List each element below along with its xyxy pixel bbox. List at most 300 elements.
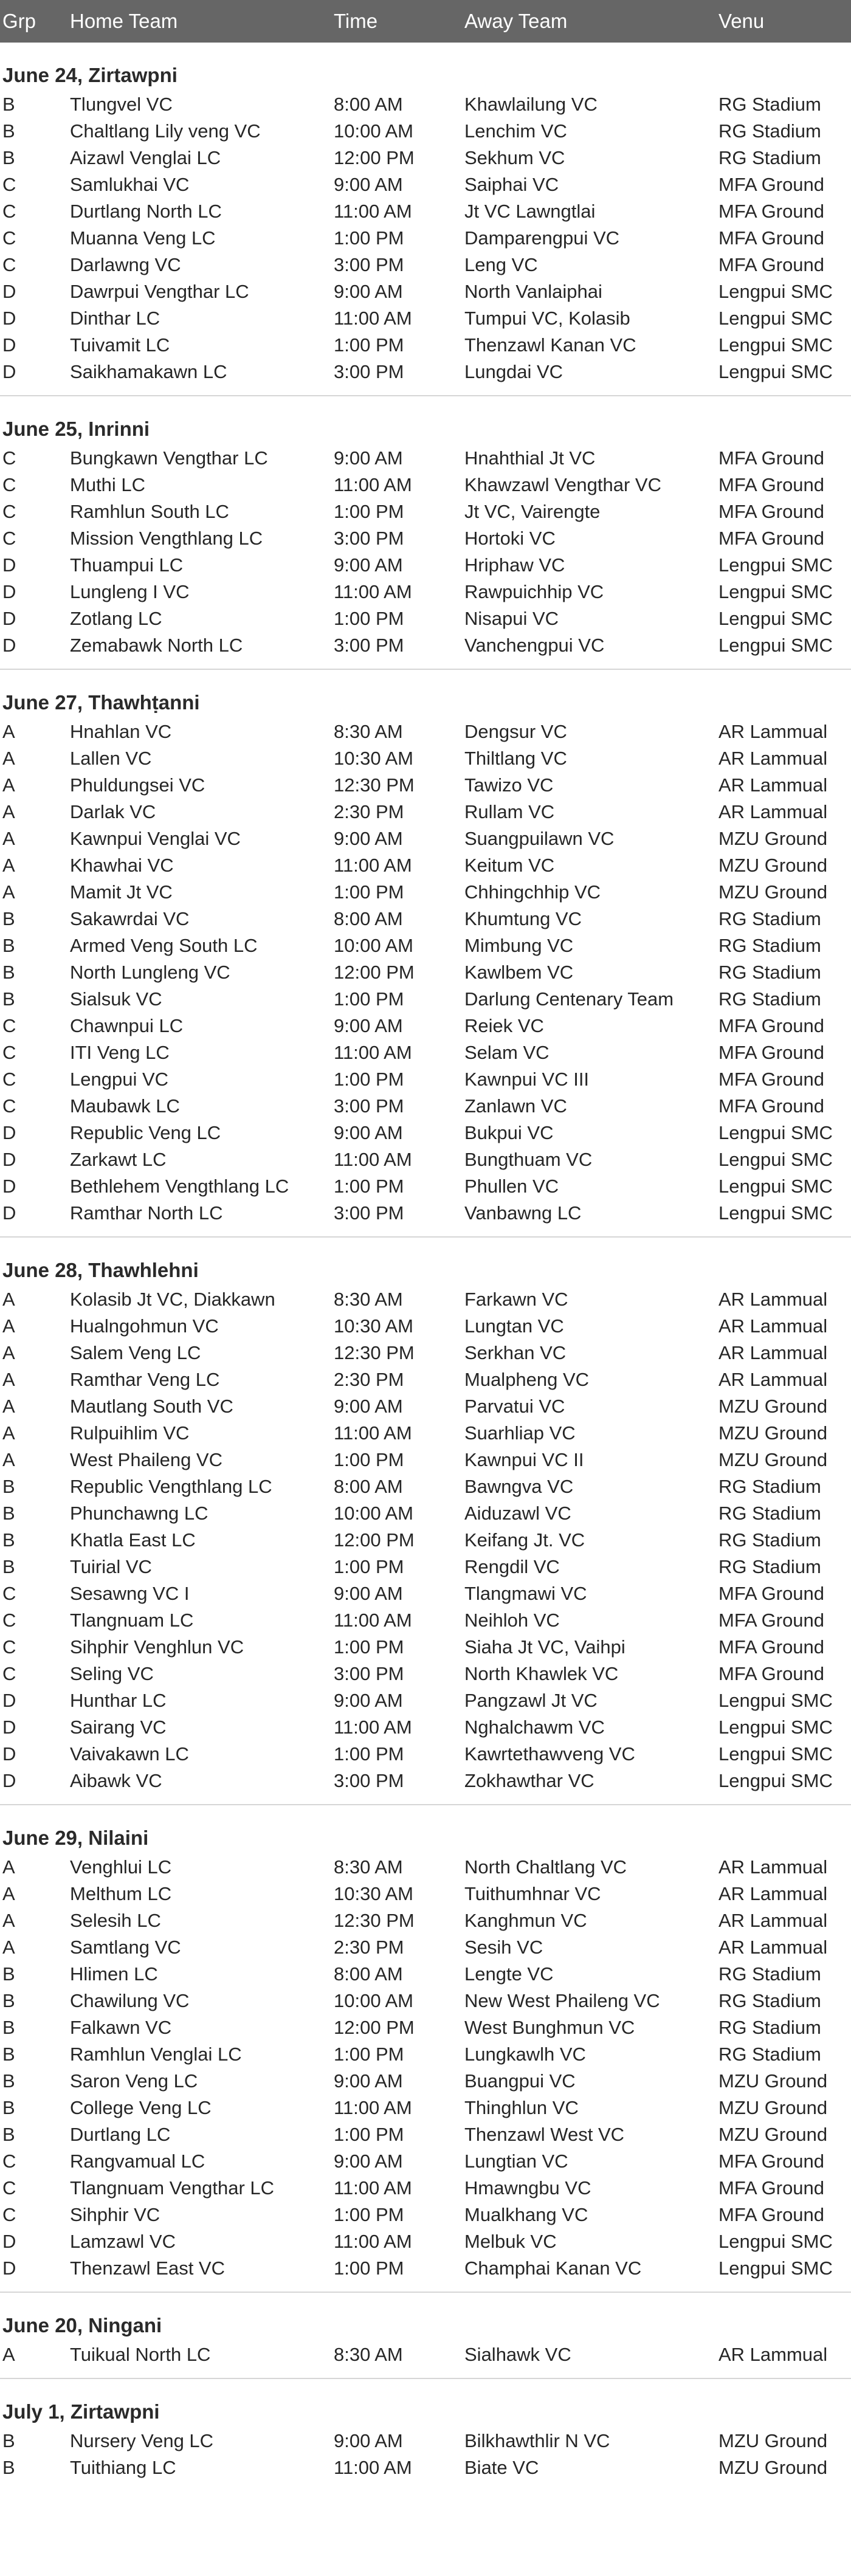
row-time: 11:00 AM	[334, 1042, 412, 1063]
row-venue: Lengpui SMC	[718, 581, 833, 602]
row-time: 9:00 AM	[334, 1122, 403, 1143]
row-home-team: Tlungvel VC	[70, 94, 173, 115]
row-home-team: Ramhlun South LC	[70, 501, 229, 522]
row-home-team: Zemabawk North LC	[70, 635, 243, 656]
row-venue: Lengpui SMC	[718, 2231, 833, 2252]
row-time: 1:00 PM	[334, 881, 404, 903]
table-row	[0, 171, 851, 198]
row-grp: C	[2, 1636, 16, 1658]
table-row	[0, 959, 851, 986]
row-venue: MFA Ground	[718, 201, 825, 222]
row-time: 12:00 PM	[334, 147, 415, 168]
row-home-team: Saikhamakawn LC	[70, 361, 227, 382]
table-row	[0, 1420, 851, 1447]
row-away-team: Biate VC	[464, 2457, 539, 2478]
table-row	[0, 632, 851, 659]
table-row	[0, 1500, 851, 1527]
table-row	[0, 2202, 851, 2228]
row-time: 11:00 AM	[334, 855, 412, 876]
section-date-heading: June 25, Inrinni	[2, 418, 150, 440]
row-time: 3:00 PM	[334, 635, 404, 656]
row-home-team: ITI Veng LC	[70, 1042, 170, 1063]
row-venue: RG Stadium	[718, 1476, 821, 1497]
row-time: 3:00 PM	[334, 1770, 404, 1791]
row-away-team: Hriphaw VC	[464, 554, 565, 576]
row-venue: AR Lammual	[718, 801, 828, 822]
row-grp: B	[2, 1476, 15, 1497]
table-row	[0, 252, 851, 278]
row-time: 11:00 AM	[334, 201, 412, 222]
row-venue: MZU Ground	[718, 828, 828, 849]
row-grp: D	[2, 554, 16, 576]
row-grp: D	[2, 1176, 16, 1197]
section-date-heading: June 20, Ningani	[2, 2314, 162, 2337]
row-home-team: Saron Veng LC	[70, 2070, 198, 2092]
row-away-team: Saiphai VC	[464, 174, 559, 195]
table-row	[0, 1527, 851, 1554]
header-grp: Grp	[2, 10, 36, 32]
row-venue: AR Lammual	[718, 2344, 828, 2365]
row-venue: MZU Ground	[718, 2070, 828, 2092]
row-away-team: North Vanlaiphai	[464, 281, 602, 302]
row-grp: A	[2, 1883, 15, 1904]
row-grp: D	[2, 581, 16, 602]
row-away-team: Nghalchawm VC	[464, 1717, 605, 1738]
row-home-team: College Veng LC	[70, 2097, 212, 2118]
row-home-team: Mautlang South VC	[70, 1396, 233, 1417]
row-venue: Lengpui SMC	[718, 1770, 833, 1791]
row-grp: C	[2, 447, 16, 469]
row-grp: C	[2, 474, 16, 495]
row-time: 1:00 PM	[334, 1176, 404, 1197]
table-row	[0, 332, 851, 359]
row-venue: AR Lammual	[718, 1937, 828, 1958]
table-row	[0, 1881, 851, 1907]
row-grp: A	[2, 1342, 15, 1363]
section-divider	[0, 2378, 851, 2379]
row-grp: D	[2, 2257, 16, 2279]
row-away-team: Tawizo VC	[464, 774, 554, 796]
row-away-team: Phullen VC	[464, 1176, 559, 1197]
row-home-team: Salem Veng LC	[70, 1342, 201, 1363]
table-header	[0, 0, 851, 43]
row-time: 3:00 PM	[334, 1202, 404, 1224]
row-grp: B	[2, 2097, 15, 2118]
row-venue: MZU Ground	[718, 2124, 828, 2145]
row-away-team: Khawzawl Vengthar VC	[464, 474, 661, 495]
row-time: 3:00 PM	[334, 1095, 404, 1117]
row-grp: C	[2, 1042, 16, 1063]
row-away-team: Keifang Jt. VC	[464, 1529, 585, 1551]
row-away-team: Mualkhang VC	[464, 2204, 588, 2225]
table-row	[0, 2428, 851, 2454]
row-home-team: Ramthar Veng LC	[70, 1369, 220, 1390]
row-time: 1:00 PM	[334, 501, 404, 522]
row-time: 1:00 PM	[334, 1743, 404, 1765]
row-away-team: Rawpuichhip VC	[464, 581, 604, 602]
row-venue: RG Stadium	[718, 1503, 821, 1524]
row-home-team: Chaltlang Lily veng VC	[70, 120, 261, 142]
row-grp: A	[2, 1856, 15, 1878]
row-grp: A	[2, 721, 15, 742]
row-away-team: Jt VC, Vairengte	[464, 501, 601, 522]
row-time: 10:00 AM	[334, 935, 413, 956]
row-grp: C	[2, 1610, 16, 1631]
row-grp: A	[2, 881, 15, 903]
row-venue: MZU Ground	[718, 2457, 828, 2478]
row-venue: RG Stadium	[718, 988, 821, 1010]
row-grp: D	[2, 2231, 16, 2252]
row-home-team: Selesih LC	[70, 1910, 161, 1931]
row-grp: A	[2, 1396, 15, 1417]
row-away-team: Rengdil VC	[464, 1556, 560, 1577]
row-grp: D	[2, 608, 16, 629]
row-venue: AR Lammual	[718, 748, 828, 769]
section-divider	[0, 1236, 851, 1238]
row-grp: B	[2, 2124, 15, 2145]
row-home-team: Tuikual North LC	[70, 2344, 211, 2365]
table-row	[0, 1854, 851, 1881]
row-grp: A	[2, 828, 15, 849]
row-grp: D	[2, 1149, 16, 1170]
row-home-team: Darlak VC	[70, 801, 156, 822]
row-grp: C	[2, 1015, 16, 1036]
row-time: 9:00 AM	[334, 2070, 403, 2092]
row-away-team: Zokhawthar VC	[464, 1770, 594, 1791]
row-home-team: Lallen VC	[70, 748, 152, 769]
row-away-team: New West Phaileng VC	[464, 1990, 660, 2011]
table-row	[0, 552, 851, 579]
row-venue: MFA Ground	[718, 1069, 825, 1090]
row-grp: C	[2, 227, 16, 249]
row-home-team: Sihphir VC	[70, 2204, 160, 2225]
row-home-team: Tlangnuam Vengthar LC	[70, 2177, 275, 2199]
row-venue: MFA Ground	[718, 1636, 825, 1658]
row-venue: Lengpui SMC	[718, 1176, 833, 1197]
table-row	[0, 118, 851, 145]
row-time: 8:00 AM	[334, 1963, 403, 1985]
row-venue: MFA Ground	[718, 1583, 825, 1604]
table-row	[0, 906, 851, 932]
row-venue: RG Stadium	[718, 94, 821, 115]
row-home-team: Mamit Jt VC	[70, 881, 173, 903]
row-away-team: Sekhum VC	[464, 147, 565, 168]
row-away-team: Neihloh VC	[464, 1610, 560, 1631]
table-row	[0, 225, 851, 252]
table-row	[0, 879, 851, 906]
row-grp: A	[2, 1369, 15, 1390]
table-row	[0, 1340, 851, 1366]
row-venue: MFA Ground	[718, 1610, 825, 1631]
row-grp: C	[2, 1095, 16, 1117]
row-time: 12:00 PM	[334, 962, 415, 983]
row-away-team: Tuithumhnar VC	[464, 1883, 601, 1904]
row-home-team: Tlangnuam LC	[70, 1610, 194, 1631]
row-home-team: Republic Veng LC	[70, 1122, 221, 1143]
row-venue: Lengpui SMC	[718, 308, 833, 329]
row-away-team: Kanghmun VC	[464, 1910, 587, 1931]
row-venue: AR Lammual	[718, 1910, 828, 1931]
row-venue: MFA Ground	[718, 1042, 825, 1063]
row-time: 9:00 AM	[334, 1583, 403, 1604]
row-time: 12:00 PM	[334, 1529, 415, 1551]
row-home-team: Nursery Veng LC	[70, 2430, 214, 2451]
row-away-team: Reiek VC	[464, 1015, 544, 1036]
row-venue: MZU Ground	[718, 855, 828, 876]
table-row	[0, 1120, 851, 1146]
row-home-team: Darlawng VC	[70, 254, 181, 275]
row-away-team: Kawlbem VC	[464, 962, 574, 983]
row-time: 10:00 AM	[334, 1990, 413, 2011]
table-row	[0, 2068, 851, 2095]
row-away-team: Thinghlun VC	[464, 2097, 579, 2118]
row-home-team: Lungleng I VC	[70, 581, 190, 602]
row-home-team: Tuithiang LC	[70, 2457, 176, 2478]
row-away-team: Khawlailung VC	[464, 94, 598, 115]
table-row	[0, 1039, 851, 1066]
row-time: 3:00 PM	[334, 254, 404, 275]
row-venue: RG Stadium	[718, 2044, 821, 2065]
row-time: 11:00 AM	[334, 1610, 412, 1631]
row-time: 11:00 AM	[334, 308, 412, 329]
row-home-team: Kawnpui Venglai VC	[70, 828, 241, 849]
row-home-team: Muanna Veng LC	[70, 227, 216, 249]
row-home-team: Lamzawl VC	[70, 2231, 176, 2252]
header-venue: Venu	[718, 10, 765, 32]
row-home-team: Aibawk VC	[70, 1770, 162, 1791]
row-home-team: Phuldungsei VC	[70, 774, 205, 796]
row-away-team: Bungthuam VC	[464, 1149, 593, 1170]
row-grp: B	[2, 908, 15, 929]
table-row	[0, 2121, 851, 2148]
row-grp: B	[2, 935, 15, 956]
row-time: 11:00 AM	[334, 581, 412, 602]
row-home-team: Seling VC	[70, 1663, 154, 1684]
row-grp: C	[2, 528, 16, 549]
row-home-team: Thuampui LC	[70, 554, 184, 576]
table-row	[0, 1907, 851, 1934]
row-venue: RG Stadium	[718, 1963, 821, 1985]
row-time: 11:00 AM	[334, 1422, 412, 1444]
row-venue: AR Lammual	[718, 1289, 828, 1310]
row-grp: B	[2, 2070, 15, 2092]
row-away-team: Thenzawl West VC	[464, 2124, 625, 2145]
row-venue: Lengpui SMC	[718, 608, 833, 629]
row-home-team: Ramthar North LC	[70, 1202, 223, 1224]
table-row	[0, 525, 851, 552]
row-venue: RG Stadium	[718, 962, 821, 983]
row-time: 1:00 PM	[334, 2044, 404, 2065]
row-venue: MFA Ground	[718, 254, 825, 275]
row-time: 11:00 AM	[334, 2177, 412, 2199]
row-time: 1:00 PM	[334, 608, 404, 629]
table-row	[0, 1687, 851, 1714]
row-time: 8:30 AM	[334, 2344, 403, 2365]
row-venue: AR Lammual	[718, 1342, 828, 1363]
row-home-team: Falkawn VC	[70, 2017, 172, 2038]
row-away-team: Kawnpui VC III	[464, 1069, 590, 1090]
row-grp: D	[2, 334, 16, 356]
row-venue: Lengpui SMC	[718, 1743, 833, 1765]
row-home-team: Sesawng VC I	[70, 1583, 190, 1604]
row-venue: AR Lammual	[718, 1883, 828, 1904]
row-home-team: Sihphir Venghlun VC	[70, 1636, 244, 1658]
row-away-team: Keitum VC	[464, 855, 555, 876]
table-row	[0, 2095, 851, 2121]
row-home-team: Tuirial VC	[70, 1556, 152, 1577]
section-divider	[0, 1804, 851, 1805]
row-grp: D	[2, 1743, 16, 1765]
row-away-team: Darlung Centenary Team	[464, 988, 674, 1010]
row-time: 9:00 AM	[334, 2151, 403, 2172]
row-away-team: Hnahthial Jt VC	[464, 447, 596, 469]
row-time: 2:30 PM	[334, 801, 404, 822]
row-venue: AR Lammual	[718, 721, 828, 742]
row-home-team: Khawhai VC	[70, 855, 174, 876]
table-row	[0, 1473, 851, 1500]
row-home-team: Maubawk LC	[70, 1095, 180, 1117]
row-time: 1:00 PM	[334, 334, 404, 356]
row-away-team: Buangpui VC	[464, 2070, 576, 2092]
table-row	[0, 2341, 851, 2368]
row-time: 1:00 PM	[334, 227, 404, 249]
row-away-team: Tumpui VC, Kolasib	[464, 308, 630, 329]
row-grp: A	[2, 1289, 15, 1310]
table-row	[0, 1447, 851, 1473]
row-away-team: Thiltlang VC	[464, 748, 567, 769]
row-home-team: Venghlui LC	[70, 1856, 172, 1878]
row-away-team: North Chaltlang VC	[464, 1856, 627, 1878]
row-venue: MFA Ground	[718, 174, 825, 195]
row-home-team: Chawnpui LC	[70, 1015, 184, 1036]
table-row	[0, 745, 851, 772]
row-home-team: Dinthar LC	[70, 308, 160, 329]
section-date-heading: July 1, Zirtawpni	[2, 2400, 160, 2423]
row-home-team: Hnahlan VC	[70, 721, 172, 742]
row-time: 9:00 AM	[334, 281, 403, 302]
row-time: 11:00 AM	[334, 1149, 412, 1170]
section-date-heading: June 27, Thawhṭanni	[2, 691, 200, 714]
table-row	[0, 1634, 851, 1661]
row-venue: Lengpui SMC	[718, 1717, 833, 1738]
row-grp: C	[2, 1583, 16, 1604]
row-grp: D	[2, 1690, 16, 1711]
row-away-team: Hortoki VC	[464, 528, 556, 549]
table-row	[0, 1013, 851, 1039]
row-home-team: Hunthar LC	[70, 1690, 167, 1711]
row-away-team: Damparengpui VC	[464, 227, 620, 249]
row-grp: B	[2, 1503, 15, 1524]
row-away-team: Mualpheng VC	[464, 1369, 590, 1390]
table-row	[0, 1286, 851, 1313]
fixture-sections	[0, 60, 851, 2481]
row-grp: D	[2, 281, 16, 302]
row-time: 8:30 AM	[334, 1856, 403, 1878]
row-time: 11:00 AM	[334, 2457, 412, 2478]
row-away-team: Kawnpui VC II	[464, 1449, 584, 1470]
row-home-team: Bungkawn Vengthar LC	[70, 447, 268, 469]
row-grp: B	[2, 962, 15, 983]
row-time: 10:30 AM	[334, 1883, 413, 1904]
row-time: 12:30 PM	[334, 1910, 415, 1931]
row-home-team: Samlukhai VC	[70, 174, 190, 195]
table-row	[0, 359, 851, 385]
row-grp: B	[2, 147, 15, 168]
row-away-team: Champhai Kanan VC	[464, 2257, 642, 2279]
row-venue: MFA Ground	[718, 1015, 825, 1036]
row-grp: B	[2, 988, 15, 1010]
row-time: 9:00 AM	[334, 1396, 403, 1417]
table-row	[0, 91, 851, 118]
row-home-team: Dawrpui Vengthar LC	[70, 281, 249, 302]
table-row	[0, 1393, 851, 1420]
row-venue: Lengpui SMC	[718, 1122, 833, 1143]
row-grp: A	[2, 1422, 15, 1444]
row-away-team: Farkawn VC	[464, 1289, 568, 1310]
row-away-team: Thenzawl Kanan VC	[464, 334, 636, 356]
row-away-team: Leng VC	[464, 254, 538, 275]
row-home-team: Sairang VC	[70, 1717, 167, 1738]
row-home-team: Tuivamit LC	[70, 334, 170, 356]
row-venue: Lengpui SMC	[718, 281, 833, 302]
row-home-team: Ramhlun Venglai LC	[70, 2044, 242, 2065]
row-home-team: Phunchawng LC	[70, 1503, 208, 1524]
row-grp: B	[2, 1556, 15, 1577]
row-away-team: Melbuk VC	[464, 2231, 557, 2252]
row-venue: AR Lammual	[718, 1369, 828, 1390]
row-grp: C	[2, 2177, 16, 2199]
row-away-team: Selam VC	[464, 1042, 550, 1063]
table-row	[0, 1607, 851, 1634]
row-time: 8:00 AM	[334, 1476, 403, 1497]
row-away-team: Suangpuilawn VC	[464, 828, 615, 849]
row-home-team: Samtlang VC	[70, 1937, 181, 1958]
row-away-team: Pangzawl Jt VC	[464, 1690, 598, 1711]
row-venue: AR Lammual	[718, 774, 828, 796]
row-time: 9:00 AM	[334, 554, 403, 576]
table-row	[0, 1961, 851, 1988]
row-grp: D	[2, 1202, 16, 1224]
row-venue: Lengpui SMC	[718, 554, 833, 576]
header-time: Time	[334, 10, 378, 32]
row-away-team: North Khawlek VC	[464, 1663, 619, 1684]
row-grp: B	[2, 94, 15, 115]
row-venue: MFA Ground	[718, 1663, 825, 1684]
row-time: 10:00 AM	[334, 120, 413, 142]
row-away-team: Bukpui VC	[464, 1122, 554, 1143]
row-time: 3:00 PM	[334, 528, 404, 549]
table-row	[0, 799, 851, 825]
table-row	[0, 472, 851, 498]
row-home-team: Lengpui VC	[70, 1069, 169, 1090]
table-row	[0, 278, 851, 305]
row-home-team: Sialsuk VC	[70, 988, 162, 1010]
row-venue: MZU Ground	[718, 1396, 828, 1417]
row-away-team: Bilkhawthlir N VC	[464, 2430, 610, 2451]
row-home-team: Vaivakawn LC	[70, 1743, 189, 1765]
row-away-team: Lungtan VC	[464, 1315, 564, 1337]
row-away-team: Lungdai VC	[464, 361, 563, 382]
table-row	[0, 1580, 851, 1607]
row-venue: MFA Ground	[718, 528, 825, 549]
row-venue: MZU Ground	[718, 2430, 828, 2451]
row-venue: AR Lammual	[718, 1315, 828, 1337]
row-venue: Lengpui SMC	[718, 361, 833, 382]
table-row	[0, 1200, 851, 1227]
row-grp: C	[2, 1663, 16, 1684]
table-row	[0, 1714, 851, 1741]
row-time: 9:00 AM	[334, 1690, 403, 1711]
